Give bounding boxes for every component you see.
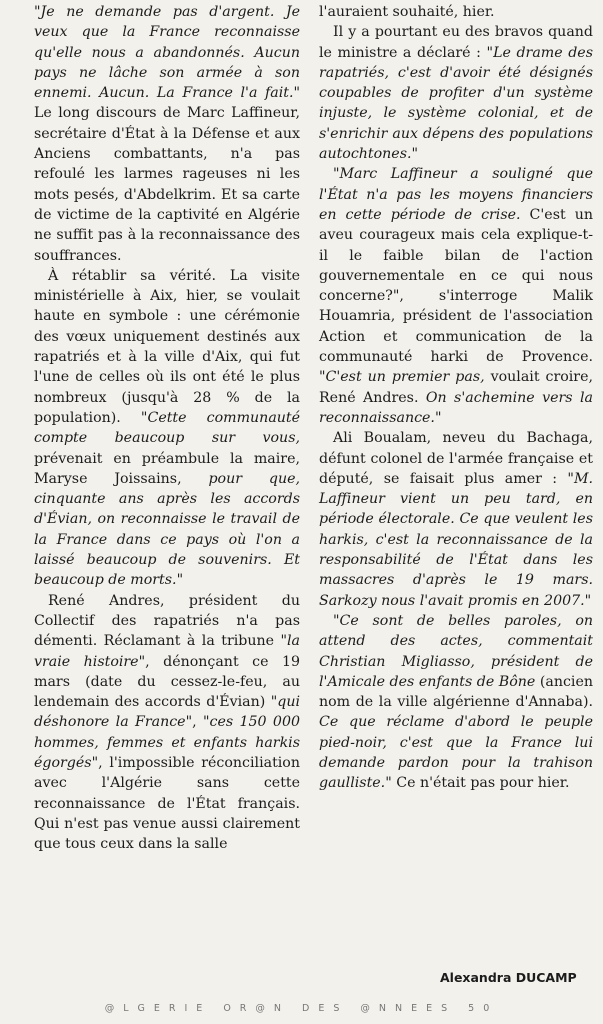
body-text: Il y a pourtant eu des bravos quand le ministre a déclaré : " [319, 24, 593, 61]
article-paragraph [319, 2, 593, 22]
quote-text: Le drame des rapatriés, c'est d'avoir été désignés coupables de profiter d'un système injuste, le système colonial, et de s'enrichir aux dépens des populations autochtones. [319, 44, 593, 163]
body-text: " [434, 409, 442, 426]
body-text: C'est un aveu courageux mais cela explique-t-il le faible bilan de l'action gouvernementale en ce qui nous concerne?", s'interroge Malik Houamria, président de l'association Action et communication de la communauté harki de Provence. " [319, 206, 593, 386]
quote-text: qui déshonore la France [34, 694, 300, 731]
body-text: ", l'impossible réconciliation avec l'Algérie sans cette reconnaissance de l'État français. Qui n'est pas venue aussi clairement que tous ceux dans la salle [34, 754, 300, 853]
article-paragraph [34, 2, 300, 266]
watermark-footer: @LGERIE OR@N DES @NNEES 50 [104, 1003, 499, 1014]
quote-text: " [34, 4, 41, 20]
body-text: Ali Boualam, neveu du Bachaga, défunt colonel de l'armée française et député, se faisait plus amer : " [319, 430, 593, 487]
body-text: ", dénonçant ce 19 mars (date du cessez-le-feu, au lendemain des accords d'Évian) " [34, 653, 300, 711]
quote-text: C'est un premier pas, [325, 369, 485, 386]
quote-text: M. Laffineur vient un peu tard, en période électorale. Ce que veulent les harkis, c'est la reconnaissance de la responsabilité de l'État dans les massacres d'après le 19 mars. Sarkozy nous l'avait promis en 2007. [319, 470, 593, 609]
article-paragraph [34, 266, 300, 591]
body-text: " Ce n'était pas pour hier. [385, 775, 570, 792]
article-paragraph [319, 428, 593, 611]
quote-text: ces 150 000 hommes, femmes et enfants harkis égorgés [34, 714, 300, 771]
quote-text: On s'achemine vers la reconnaissance. [319, 389, 593, 426]
article-paragraph [319, 164, 593, 428]
quote-text: Je ne demande pas d'argent. Je veux que la France reconnaisse qu'elle nous a abandonnés. Aucun pays ne lâche son armée à son ennemi. Aucun. La France l'a fait. [34, 4, 300, 102]
quote-text: la vraie histoire [34, 633, 300, 670]
body-text: René Andres, président du Collectif des rapatriés n'a pas démenti. Réclamant à la tribune " [34, 592, 300, 650]
article-column-right [319, 2, 593, 794]
body-text: l'auraient souhaité, hier. [319, 4, 495, 20]
body-text: ", " [185, 714, 210, 731]
body-text: " [411, 146, 419, 163]
article-paragraph [34, 591, 300, 855]
body-text: prévenait en préambule la maire, Maryse Joissains, [34, 450, 300, 487]
quote-text: "Ce sont de belles paroles, on attend des actes, commentait Christian Migliasso, président de l'Amicale des enfants de Bône [319, 612, 593, 690]
article-paragraph [319, 611, 593, 794]
quote-text: "Marc Laffineur a souligné que l'État n'a pas les moyens financiers en cette période de crise. [319, 166, 593, 223]
quote-text: Cette communauté compte beaucoup sur vous, [34, 409, 301, 447]
body-text: voulait croire, René Andres. [319, 369, 593, 406]
quote-text: Ce que réclame d'abord le peuple pied-noir, c'est que la France lui demande pardon pour la trahison gaulliste. [319, 714, 593, 792]
quote-text: pour que, cinquante ans après les accords d'Évian, on reconnaisse le travail de la France dans ce pays où l'on a laissé beaucoup de souvenirs. Et beaucoup de morts. [34, 470, 300, 589]
author-signature: Alexandra DUCAMP [440, 970, 577, 985]
body-text: " [584, 592, 592, 609]
article-paragraph [319, 22, 593, 164]
body-text: À rétablir sa vérité. La visite ministérielle à Aix, hier, se voulait haute en symbole : une cérémonie des vœux uniquement destinés aux rapatriés et à la ville d'Aix, qui fut l'une de celles où ils ont été le plus nombreux (jusqu'à 28 % de la population). " [34, 267, 300, 426]
body-text: (ancien nom de la ville algérienne d'Annaba). [319, 673, 593, 711]
article-column-left [34, 2, 300, 854]
body-text: " Le long discours de Marc Laffineur, secrétaire d'État à la Défense et aux Anciens combattants, n'a pas refoulé les larmes rageuses ni les mots pesés, d'Abdelkrim. Et sa carte de victime de la captivité en Algérie ne suffit pas à la reconnaissance des souffrances. [34, 85, 300, 264]
body-text: " [176, 572, 184, 589]
